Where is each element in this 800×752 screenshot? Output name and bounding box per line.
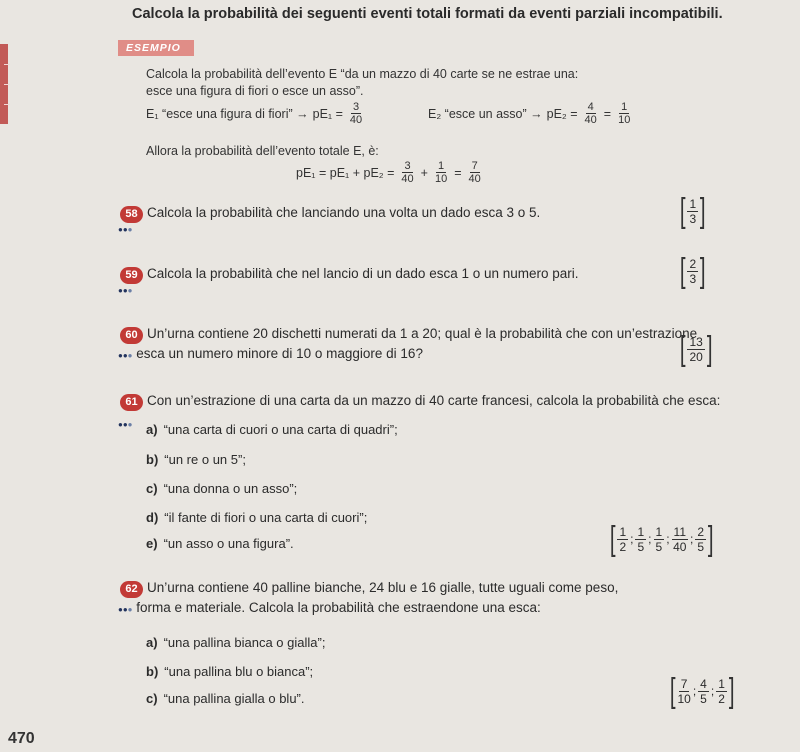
answer-fraction: [716, 677, 727, 706]
list-item: [146, 481, 297, 496]
item-text: “un asso o una figura”.: [163, 536, 294, 551]
example-total-formula: [296, 160, 484, 185]
difficulty-dots: ●●●: [118, 420, 133, 429]
answer-62: [668, 674, 736, 708]
item-text: “un re o un 5”;: [164, 452, 246, 467]
denominator: 10: [677, 691, 691, 706]
numerator: 2: [697, 524, 705, 539]
margin-tick: [4, 84, 10, 85]
left-bracket: [: [679, 252, 686, 290]
exercise-59: [120, 266, 579, 284]
answer-fraction: [698, 677, 709, 706]
denominator: 40: [584, 114, 597, 126]
numerator: 13: [689, 334, 703, 349]
numerator: 1: [619, 524, 627, 539]
denominator: 40: [401, 173, 414, 185]
numerator: 1: [655, 524, 663, 539]
equals-sign: =: [454, 165, 462, 180]
exercise-62-line-2: [118, 600, 541, 615]
denominator: 10: [618, 114, 631, 126]
fraction: [433, 160, 449, 185]
item-text: “una pallina bianca o gialla”;: [163, 635, 326, 650]
separator: ;: [630, 532, 634, 546]
fraction: [399, 160, 415, 185]
right-bracket: ]: [700, 252, 706, 290]
section-heading: Calcola la probabilità dei seguenti eventi totali formati da eventi parziali incompatibili.: [132, 6, 723, 22]
answer-fraction: [687, 257, 698, 286]
answer-61: [608, 522, 716, 556]
separator: ;: [690, 532, 694, 546]
equals-sign: =: [603, 106, 612, 121]
example-total-line: Allora la probabilità dell’evento totale E, è:: [146, 144, 379, 158]
item-letter: a): [146, 422, 158, 437]
exercise-number-badge: 60: [120, 327, 143, 344]
difficulty-dots: ●●●: [118, 605, 133, 614]
list-item: [146, 536, 294, 551]
exercise-60: [120, 326, 697, 344]
exercise-number-badge: 62: [120, 581, 143, 598]
item-text: “una donna o un asso”;: [163, 481, 298, 496]
numerator: 1: [621, 101, 628, 113]
denominator: 5: [655, 539, 663, 554]
left-bracket: [: [609, 520, 616, 558]
denominator: 5: [697, 539, 705, 554]
denominator: 5: [637, 539, 645, 554]
numerator: 1: [689, 196, 697, 211]
example-line-2: esce una figura di fiori o esce un asso”.: [146, 84, 364, 98]
left-bracket: [: [679, 192, 686, 230]
item-letter: b): [146, 664, 159, 679]
denominator: 3: [689, 271, 697, 286]
numerator: 3: [404, 160, 411, 172]
denominator: 10: [434, 173, 448, 185]
answer-fraction: [687, 197, 698, 226]
denominator: 2: [619, 539, 627, 554]
separator: ;: [692, 684, 697, 698]
answer-fraction: [654, 525, 665, 554]
right-bracket: ]: [728, 672, 735, 710]
plus-sign: +: [420, 165, 428, 180]
item-letter: c): [146, 691, 158, 706]
item-text: “una pallina gialla o blu”.: [163, 691, 305, 706]
exercise-62: [120, 580, 618, 598]
fraction: [467, 160, 483, 185]
list-item: [146, 664, 313, 679]
numerator: 1: [718, 676, 725, 691]
event-2-label: E₂ “esce un asso” →: [428, 106, 543, 121]
list-item: [146, 510, 367, 525]
exercise-text: esca un numero minore di 10 o maggiore di 16?: [136, 346, 423, 361]
exercise-number-badge: 59: [120, 267, 143, 284]
answer-fraction: [687, 335, 704, 364]
answer-fraction: [677, 677, 690, 706]
exercise-60-line-2: [118, 346, 423, 361]
denominator: 40: [673, 539, 687, 554]
margin-tick: [4, 104, 10, 105]
example-event-2: [428, 101, 633, 126]
item-letter: b): [146, 452, 159, 467]
exercise-58: [120, 205, 540, 223]
answer-fraction: [672, 525, 688, 554]
denominator: 2: [718, 691, 725, 706]
list-item: [146, 691, 305, 706]
exercise-text: Un’urna contiene 20 dischetti numerati da 1 a 20; qual è la probabilità che con un’estrazione: [147, 326, 698, 341]
numerator: 1: [438, 160, 445, 172]
exercise-text: Calcola la probabilità che nel lancio di un dado esca 1 o un numero pari.: [147, 266, 579, 281]
numerator: 1: [637, 524, 645, 539]
example-line-1: Calcola la probabilità dell’evento E “da un mazzo di 40 carte se ne estrae una:: [146, 67, 579, 81]
example-tag: ESEMPIO: [118, 40, 194, 56]
separator: ;: [648, 532, 652, 546]
numerator: 4: [700, 676, 707, 691]
margin-tick: [4, 64, 10, 65]
list-item: [146, 635, 325, 650]
item-letter: a): [146, 635, 158, 650]
exercise-61: [120, 393, 720, 411]
left-bracket: [: [679, 330, 686, 368]
fraction: [583, 101, 599, 126]
answer-59: [678, 254, 708, 288]
exercise-text: Con un’estrazione di una carta da un mazzo di 40 carte francesi, calcola la probabilità che esca:: [147, 393, 721, 408]
separator: ;: [710, 684, 715, 698]
right-bracket: ]: [700, 192, 706, 230]
separator: ;: [666, 532, 670, 546]
fraction: [616, 101, 632, 126]
event-2-prob: pE₂ =: [546, 106, 578, 121]
difficulty-dots: ●●●: [118, 351, 133, 360]
item-text: “una carta di cuori o una carta di quadri”;: [163, 422, 398, 437]
example-event-1: [146, 101, 365, 126]
page-number: 470: [8, 730, 35, 747]
item-text: “una pallina blu o bianca”;: [164, 664, 314, 679]
left-bracket: [: [669, 672, 676, 710]
numerator: 3: [352, 101, 360, 113]
answer-fraction: [617, 525, 628, 554]
numerator: 4: [587, 101, 594, 113]
fraction: [348, 101, 364, 126]
denominator: 40: [468, 173, 481, 185]
numerator: 7: [471, 160, 478, 172]
answer-58: [678, 194, 708, 228]
denominator: 5: [700, 691, 707, 706]
right-bracket: ]: [707, 520, 714, 558]
item-text: “il fante di fiori o una carta di cuori”;: [164, 510, 368, 525]
exercise-number-badge: 61: [120, 394, 143, 411]
item-letter: c): [146, 481, 158, 496]
list-item: [146, 452, 246, 467]
numerator: 2: [689, 256, 697, 271]
item-letter: e): [146, 536, 158, 551]
denominator: 20: [689, 349, 703, 364]
list-item: [146, 422, 398, 437]
event-1-prob: pE₁ =: [312, 106, 343, 121]
item-letter: d): [146, 510, 159, 525]
exercise-number-badge: 58: [120, 206, 143, 223]
right-bracket: ]: [706, 330, 713, 368]
difficulty-dots: ●●●: [118, 225, 133, 234]
answer-60: [678, 332, 714, 366]
exercise-text: Calcola la probabilità che lanciando una volta un dado esca 3 o 5.: [147, 205, 541, 220]
exercise-text: forma e materiale. Calcola la probabilità che estraendone una esca:: [136, 600, 541, 615]
numerator: 11: [673, 524, 687, 539]
numerator: 7: [680, 676, 688, 691]
denominator: 40: [349, 114, 363, 126]
denominator: 3: [689, 211, 697, 226]
exercise-text: Un’urna contiene 40 palline bianche, 24 blu e 16 gialle, tutte uguali come peso,: [147, 580, 619, 595]
answer-fraction: [695, 525, 706, 554]
total-expression: pE₁ = pE₁ + pE₂ =: [296, 165, 395, 180]
difficulty-dots: ●●●: [118, 286, 133, 295]
event-1-label: E₁ “esce una figura di fiori” →: [146, 106, 309, 121]
answer-fraction: [635, 525, 646, 554]
